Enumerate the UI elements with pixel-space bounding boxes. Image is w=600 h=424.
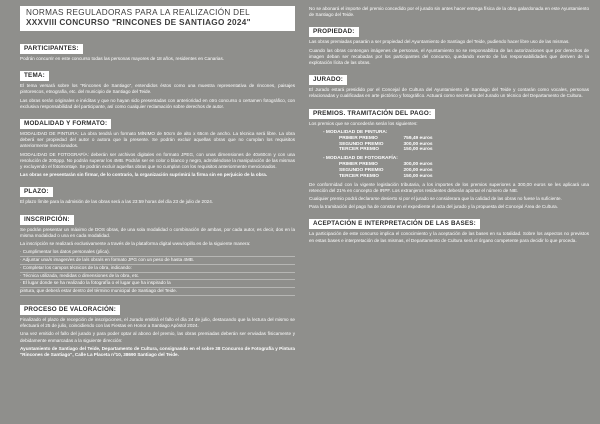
prize-label: PRIMER PREMIO (339, 162, 378, 168)
inscripcion-paragraph-2: La inscripción se realizará exclusivamente a través de la plataforma digital www.lopillo.es de la siguiente manera: (20, 241, 251, 247)
modalidad-fotografia-text: MODALIDAD DE FOTOGRAFÍA: deberán ser archivos digitales en formato JPEG, con unas dimensiones de 40x60cm y con una resolución de 300ppp. No podrán superar los 4MB. Podrán ser en color o blanco y negro, admitiéndose la manipulación de las mismas y excluyendo el fotomontaje. Se podrán excluir aquellas obras que no cumplan con los requisitos anteriormente mencionados. (20, 151, 295, 170)
pintura-prizes-title: - MODALIDAD DE PINTURA: (323, 129, 388, 135)
propiedad-paragraph-2: Cuando las obras contengan imágenes de personas, el Ayuntamiento no se responsabiliza de las autorizaciones que por derechos de imagen deban ser recabadas por los participantes del concurso, quedando exento de las responsabilidades que deriven de la explotación lícita de las obras. (309, 47, 589, 66)
foto-prizes-title: - MODALIDAD DE FOTOGRAFÍA: (323, 156, 398, 162)
foto-prizes-table (339, 162, 435, 179)
document-title (20, 6, 295, 31)
list-item: · El lugar donde se ha realizado la fotografía o el lugar que ha inspirado la (20, 280, 295, 288)
prize-amount: 200,00 euros (403, 168, 433, 174)
proceso-header: PROCESO DE VALORACIÓN: (20, 305, 120, 315)
prize-amount: 150,00 euros (403, 173, 433, 179)
prize-label: SEGUNDO PREMIO (339, 168, 384, 174)
list-item: · Completar los campos técnicos de la obra, indicando: (20, 265, 295, 273)
pintura-prizes-table (339, 136, 435, 153)
table-row (339, 147, 435, 153)
prize-label: PRIMER PREMIO (339, 135, 378, 141)
aceptacion-text: La participación de este concurso implica el conocimiento y la aceptación de las bases en su totalidad. Sobre los aspectos no previstos en estas bases e interpretación de las mismas, el Departamento de Cultura será el órgano competente para decidir lo que proceda. (309, 231, 589, 243)
prize-amount: 300,00 euros (403, 141, 433, 147)
prize-label: TERCER PREMIO (339, 147, 379, 153)
premios-intro: Los premios que se concederán serán los siguientes: (309, 120, 418, 126)
participantes-text: Podrán concurrir en este concurso todas las personas mayores de 18 años, residentes en Canarias. (20, 56, 225, 61)
right-column (309, 6, 589, 246)
tema-header: TEMA: (20, 71, 49, 81)
plazo-header: PLAZO: (20, 187, 53, 197)
participantes-header: PARTICIPANTES: (20, 44, 83, 54)
title-line-2: XXXVIII CONCURSO "RINCONES DE SANTIAGO 2024" (26, 18, 251, 27)
premios-desierto-text: Cualquier premio podrá declararse desierto si por el jurado se considerara que la calidad de las obras no fuese la suficiente. (309, 196, 562, 202)
list-item: · Adjuntar una/s imagen/es de la/s obra/s en formato JPG con un peso de hasta 4MB. (20, 257, 295, 265)
jurado-header: JURADO: (309, 75, 347, 85)
modalidad-pintura-text: MODALIDAD DE PINTURA: La obra tendrá un formato MÍNIMO de 50cm de alto x 65cm de ancho. La técnica será libre. La obra deberá ser propiedad del autor o autora que la presente. Se podrán excluir aquellas obras que no cumplan los requisitos anteriormente mencionados. (20, 131, 295, 149)
proceso-paragraph-2: Una vez emitido el fallo del jurado y para poder optar al abono del premio, las obras premiadas deberán ser enviadas físicamente y debidamente enmarcadas a la siguiente dirección: (20, 331, 295, 343)
list-item: · Técnica utilizada, medidas o dimensiones de la obra, etc. (20, 273, 295, 281)
jurado-text: El Jurado estará presidido por el Concejal de Cultura del Ayuntamiento de Santiago del Teide y contarán como vocales, personas relacionadas y cualificadas en arte pictórico y fotográfico. Actuará como secretario del Jurado un técnico del Departamento de Cultura. (309, 87, 589, 99)
title-line-1: NORMAS REGULADORAS PARA LA REALIZACIÓN DEL (26, 8, 251, 17)
table-row (339, 174, 435, 180)
left-column (20, 6, 295, 360)
abono-text: No se abonará el importe del premio concedido por el jurado sin antes hacer entrega física de la obra galardonada en este Ayuntamiento de Santiago del Teide. (309, 6, 589, 18)
aceptacion-header: ACEPTACIÓN E INTERPRETACIÓN DE LAS BASES: (309, 219, 480, 229)
inscripcion-steps-list (20, 249, 295, 296)
inscripcion-paragraph-1: Se podrán presentar un máximo de DOS obras, de una sola modalidad o combinación de ambas, por cada autor, es decir, dos en la misma modalidad o una en cada modalidad. (20, 226, 295, 238)
prize-amount: 300,00 euros (403, 162, 433, 168)
modalidad-header: MODALIDAD Y FORMATO: (20, 119, 111, 129)
plazo-text: El plazo límite para la admisión de las obras será a las 23:59 horas del día 23 de julio de 2024. (20, 199, 214, 205)
modalidad-firma-text: Las obras se presentarán sin firmar, de lo contrario, la organización suprimirá la firma sin en perjuicio de la obra. (20, 172, 268, 178)
propiedad-paragraph-1: Las obras premiadas pasarán a ser propiedad del Ayuntamiento de Santiago del Teide, pudiendo hacer libre uso de las mismas. (309, 39, 570, 45)
premios-header: PREMIOS. TRAMITACIÓN DEL PAGO: (309, 109, 435, 119)
proceso-address: Ayuntamiento de Santiago del Teide, Departamento de Cultura, consignando en el sobre 38 Concurso de Fotografía y Pintura "Rincones de Santiago", Calle La Placeta nº10, 38690 Santiago del Teide. (20, 345, 295, 358)
tema-paragraph-2: Las obras serán originales e inéditas y que no hayan sido presentadas con anterioridad en otro concurso o certamen fotográfico, con exclusiva responsabilidad del participante, así como cualquier reclamación sobre derechos de autor. (20, 97, 295, 109)
propiedad-header: PROPIEDAD: (309, 27, 359, 37)
list-item: pintura, que deberá estar dentro del término municipal de Santiago del Teide. (20, 288, 295, 296)
proceso-paragraph-1: Finalizado el plazo de recepción de inscripciones, el Jurado emitirá el fallo el día 24 de julio, destacando que la lectura del mismo se efectuará el 25 de julio, coincidiendo con las Fiestas en Honor a Santiago Apóstol 2024. (20, 317, 295, 329)
tema-paragraph-1: El tema versará sobre los "Rincones de Santiago", entendidos éstos como una muestra representativa de rincones, paisajes pintorescos, etnografía, etc. del municipio de Santiago del Teide. (20, 83, 295, 95)
inscripcion-header: INSCRIPCIÓN: (20, 215, 74, 225)
prize-amount: 150,00 euros (403, 147, 433, 153)
list-item: · Cumplimentar los datos personales (plica). (20, 249, 295, 257)
premios-irpf-text: De conformidad con la vigente legislación tributaria, a los importes de los premios superiores a 300,00 euros se les aplicará una retención del 21% en concepto de IRPF. Los extranjeros residentes deberán aportar el número de NIE. (309, 181, 589, 193)
premios-tramitacion-text: Para la tramitación del pago ha de constar en el expediente el acta del jurado y la propuesta del Concejal Área de Cultura. (309, 204, 558, 210)
prize-label: TERCER PREMIO (339, 173, 379, 179)
prize-label: SEGUNDO PREMIO (339, 141, 384, 147)
prize-amount: 759,49 euros (403, 135, 433, 141)
